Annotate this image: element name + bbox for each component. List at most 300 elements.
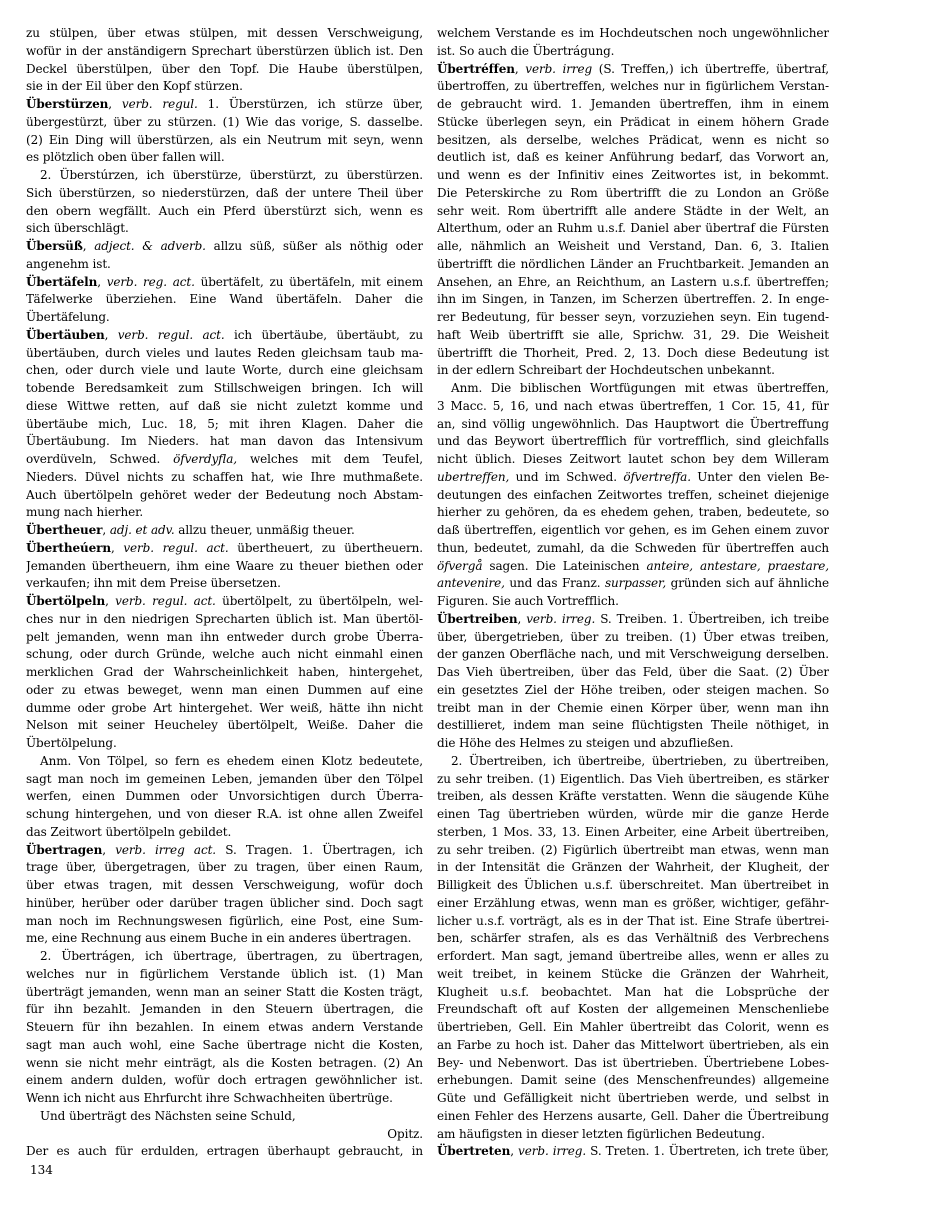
text-line — [437, 132, 829, 150]
text-line — [437, 948, 829, 966]
text-run: Klugheit u.s.f. beobachtet. Man hat die Lobsprüche der — [437, 984, 829, 999]
text-line — [437, 416, 829, 434]
entry-headword: Übertheúern — [26, 540, 112, 555]
text-line — [26, 1001, 423, 1019]
text-line — [437, 61, 829, 79]
text-run: übertäube mich, Luc. 18, 5; mit ihren Klagen. Daher die — [26, 416, 423, 431]
text-line — [437, 877, 829, 895]
text-line — [437, 398, 829, 416]
text-run: den obern wegfällt. Auch ein Pferd überstürzt sich, wenn es — [26, 203, 423, 218]
text-run: alle, nähmlich an Weisheit und Verstand, Dan. 6, 3. Italien — [437, 239, 829, 253]
text-line — [26, 682, 423, 700]
entry-headword: Überstürzen — [26, 97, 109, 111]
text-run: über etwas tragen, mit dessen Verschweigung, wofür doch — [26, 878, 423, 892]
text-line — [26, 575, 423, 593]
text-run: Und überträgt des Nächsten seine Schuld, — [40, 1108, 296, 1123]
text-line — [437, 220, 829, 238]
text-line — [437, 717, 829, 735]
text-line — [437, 274, 829, 292]
text-run: erhebungen. Damit seine (des Menschenfreundes) allgemeine — [437, 1073, 829, 1088]
text-run: (2) Ein Ding will überstürzen, als ein Neutrum mit seyn, wenn — [26, 132, 423, 147]
text-run: Opitz. — [387, 1126, 423, 1141]
text-run: deutungen des einfachen Zeitwortes treffen, scheinet diejenige — [437, 487, 829, 502]
text-line — [437, 913, 829, 931]
text-run: nicht üblich. Dieses Zeitwort lautet schon bey dem Willeram — [437, 452, 829, 466]
text-line — [26, 984, 423, 1002]
text-line — [26, 646, 423, 664]
text-run: welches mit dem Teufel, — [237, 452, 423, 466]
text-line — [437, 185, 829, 203]
text-line — [437, 433, 829, 451]
text-run: Sich überstürzen, so niederstürzen, daß der untere Theil über — [26, 185, 423, 200]
text-run: treiben, als dessen Kräfte verstatten. Wenn die säugende Kühe — [437, 789, 829, 804]
text-run: daß übertreffen, eigentlich vor gehen, es im Gehen einem zuvor — [437, 523, 829, 537]
text-run: über, übergetrieben, über zu treiben. (1) Über etwas treiben, — [437, 629, 829, 644]
text-run: gründen sich auf ähnliche — [666, 576, 829, 591]
text-line — [26, 593, 423, 611]
text-run: allzu theuer, unmäßig theuer. — [174, 523, 355, 537]
text-line — [26, 1019, 423, 1037]
text-run: Unter den vielen Be- — [690, 469, 829, 484]
text-run: 1. Überstürzen, ich stürze über, — [197, 97, 423, 111]
text-line — [26, 167, 423, 185]
text-line — [26, 469, 423, 487]
text-run: , — [102, 842, 116, 857]
text-run: hierher zu gehören, da es ehedem gehen, traben, bedeutete, so — [437, 505, 829, 520]
text-line — [26, 256, 423, 274]
text-run: Nelson mit seiner Heucheley übertölpelt, Weiße. Daher die — [26, 718, 423, 733]
text-line — [26, 149, 423, 167]
text-line — [26, 859, 423, 877]
text-line — [437, 149, 829, 167]
text-run: hinüber, herüber oder darüber tragen üblicher sind. Doch sagt — [26, 895, 423, 910]
text-line — [437, 1126, 829, 1144]
grammar-label: verb. regul. act. — [115, 594, 216, 608]
text-line — [26, 735, 423, 753]
text-run: , — [108, 97, 122, 111]
text-run: Übertäubung. Im Nieders. hat man davon das Intensivum — [26, 434, 423, 449]
text-run: S. Treten. 1. Übertreten, ich trete über, — [586, 1144, 829, 1159]
text-line — [26, 1108, 423, 1126]
grammar-label: verb. irreg. — [526, 611, 596, 626]
text-line — [437, 327, 829, 345]
text-line — [437, 842, 829, 860]
text-line — [26, 274, 423, 292]
text-line — [26, 948, 423, 966]
text-run: ben, schärfer strafen, als es das Verhältniß des Verbrechens — [437, 931, 829, 946]
text-run: einen Fehler des Herzens ausarte, Gell. Daher die Übertreibung — [437, 1108, 829, 1123]
text-run: an, sind völlig ungewöhnlich. Das Hauptwort die Übertreffung — [437, 416, 829, 431]
text-run: das Zeitwort übertölpeln gebildet. — [26, 824, 232, 839]
text-run: 2. Überstúrzen, ich überstürze, überstürzt, zu überstürzen. — [40, 168, 423, 182]
text-run: chen, oder durch viele und laute Worte, durch eine gleichsam — [26, 363, 423, 378]
text-line — [26, 362, 423, 380]
text-run: overdüveln, Schwed. — [26, 452, 174, 466]
text-line — [437, 930, 829, 948]
grammar-label: adject. & adverb. — [94, 239, 206, 253]
text-line — [26, 753, 423, 771]
text-line — [26, 664, 423, 682]
text-line — [26, 398, 423, 416]
entry-headword: Übertreten — [437, 1144, 511, 1159]
text-run: mung nach hierher. — [26, 505, 144, 520]
text-run: Freundschaft oft auf Kosten der allgemeinen Menschenliebe — [437, 1002, 829, 1017]
text-run: man noch im Rechnungswesen figürlich, eine Post, eine Sum- — [26, 913, 423, 928]
text-line — [26, 487, 423, 505]
text-run: übertrifft die nördlichen Länder an Fruchtbarkeit. Jemanden an — [437, 256, 829, 271]
grammar-label: verb. regul. act. — [117, 327, 225, 342]
text-run: sie in der Eil über den Kopf stürzen. — [26, 79, 243, 94]
text-run: 2. Übertreiben, ich übertreibe, übertrieben, zu übertreiben, — [451, 753, 829, 768]
text-run: Güte und Gefälligkeit nicht übertrieben werde, und selbst in — [437, 1091, 829, 1105]
text-line — [26, 380, 423, 398]
text-line — [437, 1019, 829, 1037]
text-run: haft Weib übertrifft sie alle, Sprichw. 31, 29. Die Weisheit — [437, 327, 829, 342]
entry-headword: Übersüß — [26, 239, 83, 253]
grammar-label: adj. et adv. — [109, 523, 175, 537]
text-run: S. Tragen. 1. Übertragen, ich — [216, 842, 423, 857]
text-line — [26, 717, 423, 735]
text-line — [437, 1143, 829, 1161]
text-run: wenn sie nicht mehr einträgt, als die Kosten betragen. (2) An — [26, 1055, 423, 1070]
text-run: , — [510, 1144, 519, 1159]
text-line — [26, 78, 423, 96]
text-run: übertäuben, durch vieles und lautes Reden gleichsam taub ma- — [26, 345, 423, 360]
text-run: , — [102, 523, 110, 537]
text-run: pelt jemanden, wenn man ihn entweder durch grobe Überra- — [26, 629, 423, 644]
text-run: destillieret, indem man seine flüchtigsten Theile nöthiget, in — [437, 718, 829, 733]
entry-headword: Übertreiben — [437, 611, 518, 626]
text-run: übertrifft die Thorheit, Pred. 2, 13. Doch diese Bedeutung ist — [437, 345, 829, 360]
text-run: Bey- und Nebenwort. Das ist übertrieben. Übertriebene Lobes- — [437, 1055, 829, 1070]
text-line — [437, 291, 829, 309]
text-line — [26, 700, 423, 718]
text-line — [26, 913, 423, 931]
text-run: schung hintergehen, und von dieser R.A. ist ohne allen Zweifel — [26, 807, 423, 821]
text-line — [437, 771, 829, 789]
text-run: verkaufen; ihn mit dem Preise übersetzen. — [26, 576, 281, 591]
text-line — [437, 629, 829, 647]
text-run: und das Beywort übertrefflich für vortrefflich, sind gleichfalls — [437, 434, 829, 449]
text-run: sagt man noch im gemeinen Leben, jemanden über den Tölpel — [26, 771, 423, 786]
text-run: (S. Treffen,) ich übertreffe, übertraf, — [592, 61, 829, 76]
entry-headword: Übertäuben — [26, 327, 105, 342]
text-run: Übertölpelung. — [26, 736, 117, 750]
text-line — [437, 522, 829, 540]
text-run: sehr weit. Rom übertrifft alle andere Städte in der Welt, an — [437, 203, 829, 218]
grammar-label: verb. reg. act. — [106, 274, 195, 289]
text-run: Stücke überlegen seyn, ein Prädicat in einem höhern Grade — [437, 114, 829, 129]
text-line — [437, 540, 829, 558]
text-run: S. Treiben. 1. Übertreiben, ich treibe — [595, 611, 829, 626]
text-run: , — [104, 327, 118, 342]
text-run: Der es auch für erdulden, ertragen überhaupt gebraucht, in — [26, 1144, 423, 1159]
text-line — [26, 930, 423, 948]
text-line — [26, 238, 423, 256]
text-run: und das Franz. — [504, 576, 605, 591]
text-run: ihn im Singen, in Tanzen, im Scherzen übertreffen. 2. In enge- — [437, 292, 829, 307]
text-run: , — [97, 274, 107, 289]
text-run: übertölpelt, zu übertölpeln, wel- — [215, 594, 423, 608]
text-line — [26, 558, 423, 576]
text-run: Anm. Von Tölpel, so fern es ehedem einen Klotz bedeutete, — [40, 753, 423, 768]
text-columns — [26, 25, 829, 1161]
text-run: ein gesetztes Ziel der Höhe treiben, oder steigen machen. So — [437, 682, 829, 697]
text-run: Alterthum, oder an Ruhm u.s.f. Daniel aber übertraf die Fürsten — [437, 221, 829, 236]
grammar-label: öfvergå — [437, 558, 483, 573]
text-run: Wenn ich nicht aus Ehrfurcht ihre Schwachheiten übertrüge. — [26, 1091, 393, 1105]
text-line — [26, 806, 423, 824]
text-run: sterben, 1 Mos. 33, 13. Einen Arbeiter, eine Arbeit übertreiben, — [437, 824, 829, 839]
text-line — [26, 185, 423, 203]
text-line — [437, 96, 829, 114]
grammar-label: öfvertreffa. — [623, 469, 691, 484]
text-line — [437, 1072, 829, 1090]
grammar-label: verb. regul. — [121, 97, 198, 111]
text-line — [26, 43, 423, 61]
text-line — [437, 345, 829, 363]
text-run: dumme oder grobe Art hintergehet. Wer weiß, hätte ihn nicht — [26, 700, 423, 715]
text-run: diese Wittwe retten, auf daß sie nicht zuletzt komme und — [26, 398, 423, 413]
text-run: , — [111, 540, 124, 555]
text-run: allzu süß, süßer als nöthig oder — [205, 239, 423, 253]
text-line — [437, 1108, 829, 1126]
text-run: , — [517, 611, 527, 626]
text-line — [437, 1037, 829, 1055]
text-line — [437, 753, 829, 771]
text-line — [26, 327, 423, 345]
text-line — [26, 1090, 423, 1108]
text-run: und wenn es der Infinitiv eines Zeitwortes ist, in bekommt. — [437, 168, 829, 182]
text-line — [437, 859, 829, 877]
grammar-label: verb. irreg. — [518, 1144, 587, 1159]
grammar-label: anteire, antestare, praestare, — [646, 558, 829, 573]
text-line — [437, 735, 829, 753]
text-run: einer Erzählung etwas, wenn man es größer, wichtiger, gefähr- — [437, 895, 829, 910]
text-line — [437, 238, 829, 256]
text-line — [26, 522, 423, 540]
text-run: angenehm ist. — [26, 256, 111, 271]
text-run: Anm. Die biblischen Wortfügungen mit etwas übertreffen, — [451, 381, 829, 395]
text-run: ist. So auch die Übertrágung. — [437, 43, 615, 58]
text-line — [437, 43, 829, 61]
text-run: besitzen, als derselbe, welches Prädicat, wenn es nicht so — [437, 132, 829, 147]
text-line — [437, 806, 829, 824]
text-line — [437, 558, 829, 576]
text-line — [437, 611, 829, 629]
text-line — [26, 220, 423, 238]
text-line — [437, 575, 829, 593]
text-line — [26, 877, 423, 895]
text-run: sich überschlägt. — [26, 221, 129, 236]
text-run: , — [105, 594, 116, 608]
entry-headword: Übertheuer — [26, 523, 103, 537]
text-run: Jemanden übertheuern, ihm eine Waare zu theuer biethen oder — [26, 558, 423, 573]
text-run: zu sehr treiben. (2) Figürlich übertreibt man etwas, wenn man — [437, 842, 829, 857]
text-run: trage über, übergetragen, über zu tragen, über einen Raum, — [26, 860, 423, 875]
text-run: oder zu etwas beweget, wenn man einen Dummen auf eine — [26, 682, 423, 697]
text-line — [26, 132, 423, 150]
text-line — [26, 203, 423, 221]
text-run: Billigkeit des Üblichen u.s.f. überschreitet. Man übertreibet in — [437, 878, 829, 892]
text-line — [437, 256, 829, 274]
text-run: , — [82, 239, 95, 253]
text-run: die Höhe des Helmes zu steigen und abzufließen. — [437, 736, 734, 750]
text-line — [437, 646, 829, 664]
text-run: in der Intensität die Gränzen der Wahrheit, der Klugheit, der — [437, 860, 829, 875]
text-line — [437, 682, 829, 700]
text-run: zu stülpen, über etwas stülpen, mit dessen Verschweigung, — [26, 26, 423, 40]
text-line — [437, 984, 829, 1002]
text-run: übertäfelt, zu übertäfeln, mit einem — [194, 274, 423, 289]
text-line — [26, 1126, 423, 1144]
text-line — [26, 842, 423, 860]
text-run: , — [514, 61, 526, 76]
text-line — [26, 451, 423, 469]
text-line — [26, 114, 423, 132]
text-line — [437, 469, 829, 487]
text-run: erfordert. Man sagt, jemand übertreibe alles, wenn er alles zu — [437, 949, 829, 963]
text-line — [26, 611, 423, 629]
text-line — [437, 664, 829, 682]
text-run: 3 Macc. 5, 16, und nach etwas übertreffen, 1 Cor. 15, 41, für — [437, 398, 829, 413]
text-line — [437, 487, 829, 505]
text-run: Auch übertölpeln gehöret weder der Bedeutung noch Abstam- — [26, 487, 423, 502]
text-line — [437, 504, 829, 522]
text-run: in der edlern Schreibart der Hochdeutschen unbekannt. — [437, 363, 775, 378]
page-number: 134 — [30, 1163, 53, 1177]
grammar-label: öfverdyfla, — [173, 452, 238, 466]
text-run: ches nur in den niedrigen Sprecharten üblich ist. Man übertöl- — [26, 611, 423, 626]
text-run: Deckel überstülpen, über den Topf. Die Haube überstülpen, — [26, 61, 423, 76]
text-line — [437, 895, 829, 913]
text-column-right — [437, 25, 829, 1161]
text-line — [26, 1037, 423, 1055]
text-run: zu sehr treiben. (1) Eigentlich. Das Vieh übertreiben, es stärker — [437, 771, 829, 786]
text-run: Die Peterskirche zu Rom übertrifft die zu London an Größe — [437, 185, 829, 200]
text-line — [26, 824, 423, 842]
text-line — [437, 78, 829, 96]
text-run: schung, oder durch Gründe, welche auch nicht einmahl einen — [26, 647, 423, 662]
text-line — [437, 1001, 829, 1019]
entry-headword: Übertölpeln — [26, 594, 106, 608]
text-run: am häufigsten in dieser letzten figürlichen Bedeutung. — [437, 1126, 765, 1141]
grammar-label: ubertreffen, — [437, 469, 510, 484]
text-run: licher u.s.f. vorträgt, als es in der That ist. Eine Strafe übertrei- — [437, 913, 829, 928]
text-run: für ihn bezahlt. Jemanden in den Steuern übertragen, die — [26, 1002, 423, 1017]
text-run: Figuren. Sie auch Vortrefflich. — [437, 594, 619, 608]
text-line — [437, 788, 829, 806]
text-line — [26, 771, 423, 789]
text-run: Das Vieh übertreiben, über das Feld, über die Saat. (2) Über — [437, 665, 829, 679]
text-line — [437, 114, 829, 132]
text-run: Ansehen, an Ehre, an Reichthum, an Lastern u.s.f. übertreffen; — [437, 274, 829, 289]
text-line — [437, 380, 829, 398]
text-run: welches nur in figürlichem Verstande üblich ist. (1) Man — [26, 966, 423, 981]
text-run: an Farbe zu hoch ist. Daher das Mittelwort übertrieben, als ein — [437, 1037, 829, 1052]
text-run: weit treibet, in keinem Stücke die Gränzen der Wahrheit, — [437, 966, 829, 981]
text-line — [437, 451, 829, 469]
text-line — [26, 309, 423, 327]
text-run: übertroffen, zu übertreffen, welches nur in figürlichem Verstan- — [437, 79, 829, 94]
text-run: werfen, einen Dummen oder Unvorsichtigen durch Überra- — [26, 789, 423, 804]
text-line — [26, 291, 423, 309]
text-run: der ganzen Oberfläche nach, und mit Verschweigung derselben. — [437, 647, 829, 662]
text-line — [26, 25, 423, 43]
text-line — [26, 1072, 423, 1090]
text-run: Täfelwerke überziehen. Eine Wand übertäfeln. Daher die — [26, 292, 423, 307]
text-run: einem andern dulden, wofür doch ertragen gewöhnlicher ist. — [26, 1073, 423, 1088]
text-line — [26, 895, 423, 913]
text-run: überträgt jemanden, wenn man an seiner Statt die Kosten trägt, — [26, 984, 423, 999]
grammar-label: verb. irreg act. — [115, 842, 217, 857]
text-run: Übertäfelung. — [26, 310, 110, 324]
text-run: wofür in der anständigern Sprechart überstürzen üblich ist. Den — [26, 43, 423, 58]
text-line — [26, 788, 423, 806]
text-line — [26, 96, 423, 114]
text-line — [26, 1055, 423, 1073]
text-line — [437, 167, 829, 185]
text-run: einen Tag übertrieben würden, würde mir die ganze Herde — [437, 807, 829, 821]
text-line — [437, 203, 829, 221]
entry-headword: Übertragen — [26, 842, 103, 857]
text-run: Nieders. Düvel nichts zu schaffen hat, wie Ihre muthmaßete. — [26, 469, 423, 484]
text-line — [26, 416, 423, 434]
entry-headword: Übertréffen — [437, 61, 515, 76]
grammar-label: verb. irreg — [525, 61, 593, 76]
entry-headword: Übertäfeln — [26, 274, 98, 289]
text-line — [26, 966, 423, 984]
text-run: rer Bedeutung, für besser seyn, vorzuziehen seyn. Ein tugend- — [437, 310, 829, 324]
text-run: es plötzlich oben über fallen will. — [26, 150, 225, 165]
text-line — [437, 25, 829, 43]
text-run: und im Schwed. — [509, 469, 624, 484]
text-run: welchem Verstande es im Hochdeutschen noch ungewöhnlicher — [437, 26, 829, 40]
text-run: tobende Beredsamkeit zum Stillschweigen bringen. Ich will — [26, 381, 423, 395]
text-line — [437, 966, 829, 984]
text-run: de gebraucht wird. 1. Jemanden übertreffen, ihm in einem — [437, 97, 829, 111]
text-line — [26, 1143, 423, 1161]
text-run: sagt man auch wohl, eine Sache übertrage nicht die Kosten, — [26, 1037, 423, 1052]
text-run: übertheuert, zu übertheuern. — [228, 540, 423, 555]
text-line — [26, 61, 423, 79]
text-run: ich übertäube, übertäubt, zu — [224, 327, 423, 342]
text-run: me, eine Rechnung aus einem Buche in ein anderes übertragen. — [26, 931, 412, 946]
text-line — [437, 309, 829, 327]
grammar-label: surpasser, — [604, 576, 667, 591]
text-run: treibt man in der Chemie einen Körper über, wenn man ihn — [437, 700, 829, 715]
text-run: 2. Übertrágen, ich übertrage, übertragen, zu übertragen, — [40, 949, 423, 963]
text-line — [26, 629, 423, 647]
text-line — [437, 700, 829, 718]
grammar-label: antevenire, — [437, 576, 505, 591]
text-run: sagen. Die Lateinischen — [482, 558, 647, 573]
text-line — [26, 504, 423, 522]
text-line — [26, 345, 423, 363]
text-run: übergestürzt, über zu stürzen. (1) Wie das vorige, S. dasselbe. — [26, 114, 423, 129]
text-run: merklichen Grad der Wahrscheinlichkeit haben, hintergehet, — [26, 665, 423, 679]
text-run: Steuern für ihn bezahlen. In einem etwas andern Verstande — [26, 1020, 423, 1034]
text-run: thun, bedeutet, zumahl, da die Schweden für übertreffen auch — [437, 540, 829, 555]
text-line — [437, 593, 829, 611]
text-line — [437, 362, 829, 380]
grammar-label: verb. regul. act. — [123, 540, 229, 555]
text-run: übertrieben, Gell. Ein Mahler übertreibt das Colorit, wenn es — [437, 1020, 829, 1034]
text-line — [26, 540, 423, 558]
text-line — [437, 1090, 829, 1108]
text-line — [26, 433, 423, 451]
text-line — [437, 1055, 829, 1073]
